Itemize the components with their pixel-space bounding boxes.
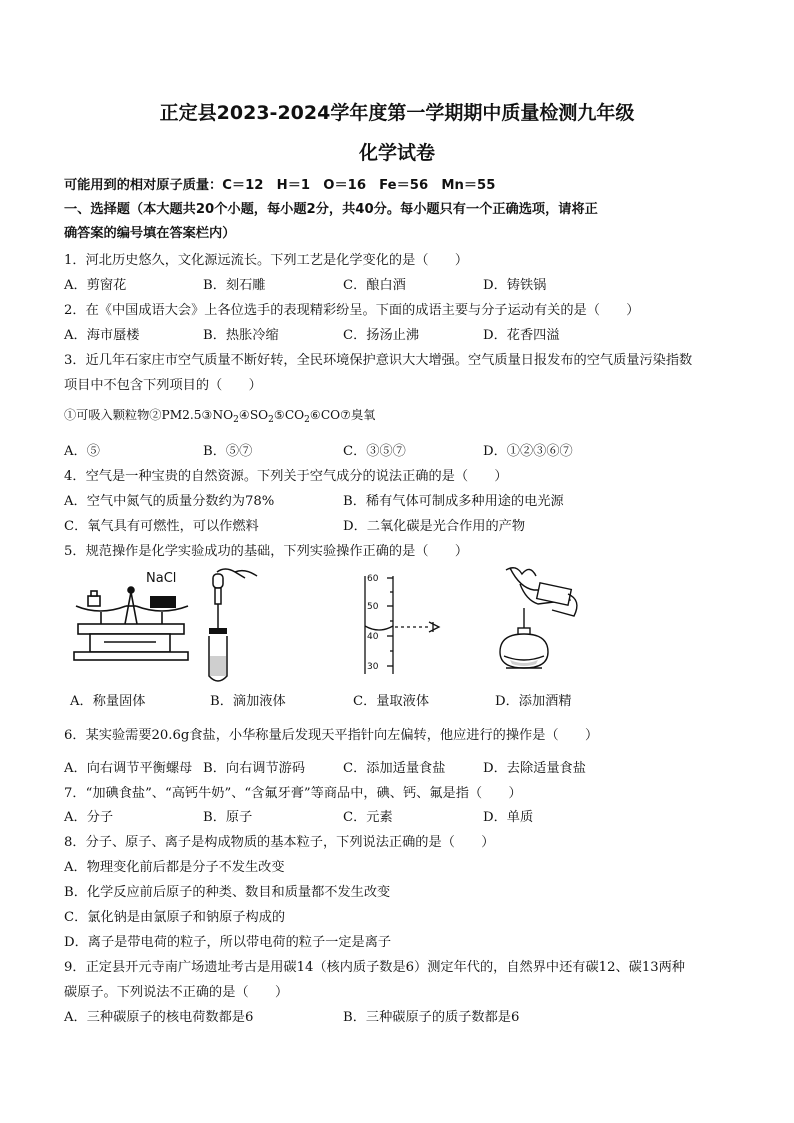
q5-caption-a: A．称量固体 (70, 694, 146, 709)
q2-stem: 2．在《中国成语大会》上各位选手的表现精彩纷呈。下面的成语主要与分子运动有关的是（ ） (64, 303, 640, 318)
q1-option-b: B．刻石雕 (203, 278, 266, 293)
q1-option-a: A．剪窗花 (64, 278, 127, 293)
cylinder-figure (355, 566, 465, 686)
q4-option-d: D．二氧化碳是光合作用的产物 (343, 519, 526, 534)
q4-option-b: B．稀有气体可制成多种用途的电光源 (343, 494, 564, 509)
q6-option-d: D．去除适量食盐 (483, 761, 586, 776)
atomic-mass-note: 可能用到的相对原子质量：C＝12 H＝1 O＝16 Fe＝56 Mn＝55 (64, 178, 496, 193)
q6-option-a: A．向右调节平衡螺母 (64, 761, 193, 776)
cylinder-tick-60: 60 (367, 574, 379, 584)
q1-stem: 1．河北历史悠久，文化源远流长。下列工艺是化学变化的是（ ） (64, 253, 469, 268)
section-heading-line1: 一、选择题（本大题共20个小题，每小题2分，共40分。每小题只有一个正确选项，请将正 (64, 202, 598, 217)
q4-stem: 4．空气是一种宝贵的自然资源。下列关于空气成分的说法正确的是（ ） (64, 469, 508, 484)
nacl-label: NaCl (146, 571, 177, 586)
q5-caption-c: C．量取液体 (353, 694, 430, 709)
q2-option-a: A．海市蜃楼 (64, 328, 140, 343)
q7-stem: 7．“加碘食盐”、“高钙牛奶”、“含氟牙膏”等商品中，碘、钙、氟是指（ ） (64, 786, 522, 801)
q3-option-b: B．⑤⑦ (203, 444, 253, 459)
q6-option-b: B．向右调节游码 (203, 761, 306, 776)
q7-option-d: D．单质 (483, 810, 534, 825)
q8-stem: 8．分子、原子、离子是构成物质的基本粒子，下列说法正确的是（ ） (64, 835, 495, 850)
q3-option-d: D．①②③⑥⑦ (483, 444, 573, 459)
q8-option-c: C．氯化钠是由氯原子和钠原子构成的 (64, 910, 286, 925)
q2-option-b: B．热胀冷缩 (203, 328, 279, 343)
page-title: 正定县2023-2024学年度第一学期期中质量检测九年级 (159, 102, 635, 124)
q6-option-c: C．添加适量食盐 (343, 761, 446, 776)
q9-stem-line2: 碳原子。下列说法不正确的是（ ） (64, 985, 289, 1000)
balance-figure (70, 566, 200, 676)
q7-option-b: B．原子 (203, 810, 253, 825)
q9-stem-line1: 9．正定县开元寺南广场遗址考古是用碳14（核内质子数是6）测定年代的，自然界中还有碳12、碳13两种 (64, 960, 685, 975)
q6-stem: 6．某实验需要20.6g食盐，小华称量后发现天平指针向左偏转，他应进行的操作是（ ） (64, 728, 599, 743)
q8-option-b: B．化学反应前后原子的种类、数目和质量都不发生改变 (64, 885, 391, 900)
q3-items: ①可吸入颗粒物$②PM2.5③NO_2④SO_2⑤CO_2⑥CO⑦$臭氧 (64, 408, 376, 425)
cylinder-tick-40: 40 (367, 632, 379, 642)
q5-caption-d: D．添加酒精 (495, 694, 572, 709)
q8-option-a: A．物理变化前后都是分子不发生改变 (64, 860, 285, 875)
q9-option-a: A．三种碳原子的核电荷数都是6 (64, 1010, 254, 1025)
q4-option-c: C．氧气具有可燃性，可以作燃料 (64, 519, 259, 534)
section-heading-line2: 确答案的编号填在答案栏内） (64, 226, 236, 241)
alcohol-lamp-figure (490, 560, 590, 680)
cylinder-tick-50: 50 (367, 602, 379, 612)
q1-option-c: C．酿白酒 (343, 278, 406, 293)
q2-option-c: C．扬汤止沸 (343, 328, 420, 343)
q2-option-d: D．花香四溢 (483, 328, 560, 343)
q3-stem-line1: 3．近几年石家庄市空气质量不断好转，全民环境保护意识大大增强。空气质量日报发布的空气质量污染指数 (64, 353, 693, 368)
q8-option-d: D．离子是带电荷的粒子，所以带电荷的粒子一定是离子 (64, 935, 392, 950)
q7-option-a: A．分子 (64, 810, 114, 825)
q5-caption-b: B．滴加液体 (210, 694, 286, 709)
q3-stem-line2: 项目中不包含下列项目的（ ） (64, 378, 262, 393)
q9-option-b: B．三种碳原子的质子数都是6 (343, 1010, 520, 1025)
q7-option-c: C．元素 (343, 810, 393, 825)
dropper-figure (205, 566, 265, 686)
cylinder-tick-30: 30 (367, 662, 379, 672)
q3-option-a: A．⑤ (64, 444, 100, 459)
q4-option-a: A．空气中氮气的质量分数约为78% (64, 494, 275, 509)
q3-option-c: C．③⑤⑦ (343, 444, 406, 459)
page-subtitle: 化学试卷 (358, 142, 435, 164)
q5-stem: 5．规范操作是化学实验成功的基础，下列实验操作正确的是（ ） (64, 544, 469, 559)
q1-option-d: D．铸铁锅 (483, 278, 547, 293)
